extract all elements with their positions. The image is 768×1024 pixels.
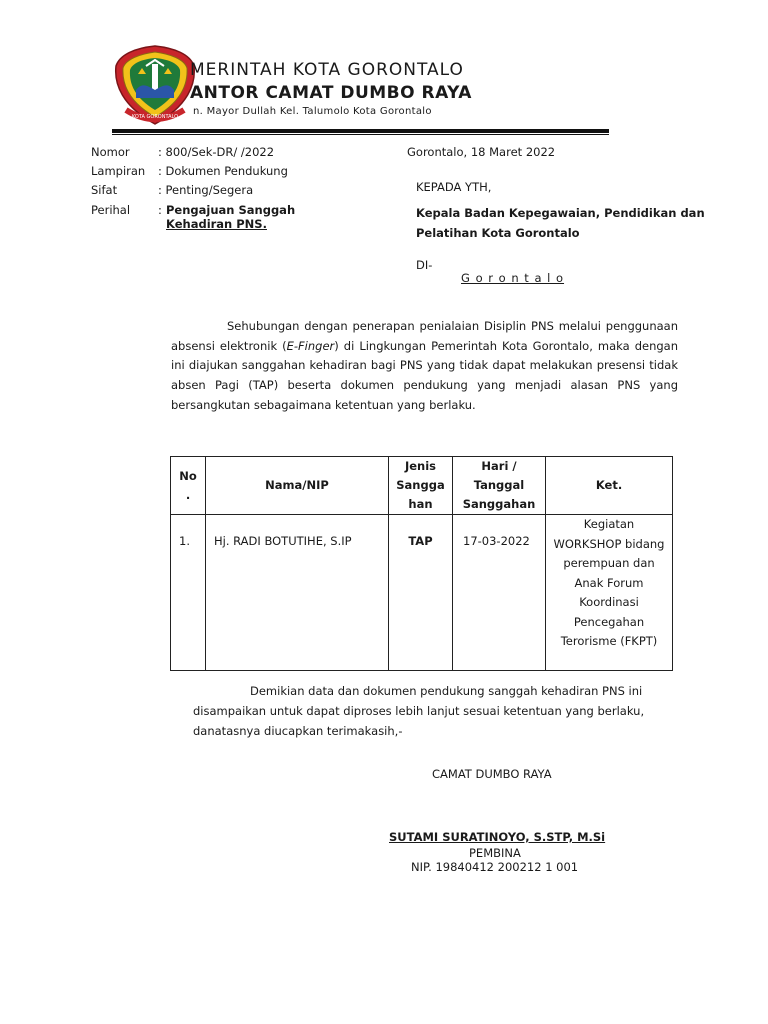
perihal-line2: Kehadiran PNS. [166, 217, 267, 231]
letterhead-office: ANTOR CAMAT DUMBO RAYA [190, 83, 472, 103]
header-jenis: Jenis Sangga han [389, 457, 453, 515]
header-hari-tanggal: Hari / Tanggal Sanggahan [453, 457, 546, 515]
intro-text-a: Sehubungan dengan penerapan penialaian Disiplin PNS melalui penggunaan absensi elektronik ( [171, 319, 678, 353]
letterhead-address: n. Mayor Dullah Kel. Talumolo Kota Gorontalo [193, 106, 432, 117]
body-paragraph-closing: Demikian data dan dokumen pendukung sanggah kehadiran PNS ini disampaikan untuk dapat diproses lebih lanjut sesuai ketentuan yang berlaku, danatasnya diucapkan terimakasih,- [193, 684, 645, 738]
recipient-greeting: KEPADA YTH, [416, 180, 492, 194]
nomor-label: Nomor [91, 145, 130, 159]
intro-efinger: E-Finger [286, 338, 335, 353]
sifat-value: : Penting/Segera [158, 183, 254, 197]
header-no: No . [171, 457, 206, 515]
perihal-label: Perihal [91, 203, 131, 217]
row-tanggal: 17-03-2022 [453, 515, 546, 671]
intro-text-b: ) di Lingkungan Pemerintah Kota Gorontalo, maka dengan ini diajukan sanggahan kehadiran bagi PNS yang tidak dapat melakukan presensi tidak absen Pagi (TAP) beserta dokumen pendukung yang menjadi alasan PNS yang bersangkutan sebagaimana ketentuan yang berlaku. [171, 338, 678, 412]
signature-nip: NIP. 19840412 200212 1 001 [411, 860, 579, 874]
lampiran-label: Lampiran [91, 164, 146, 178]
recipient-line2: Pelatihan Kota Gorontalo [416, 226, 580, 240]
table-header-row [171, 457, 673, 515]
sifat-label: Sifat [91, 183, 118, 197]
lampiran-value: : Dokumen Pendukung [158, 164, 288, 178]
signature-rank: PEMBINA [469, 846, 521, 860]
letterhead-government: MERINTAH KOTA GORONTALO [190, 60, 464, 80]
emblem-caption: KOTA GORONTALO [131, 114, 179, 120]
letterhead-thick-rule [112, 129, 609, 133]
row-ket: Kegiatan WORKSHOP bidang perempuan dan Anak Forum Koordinasi Pencegahan Terorisme (FKPT) [546, 515, 673, 671]
nomor-value: : 800/Sek-DR/ /2022 [158, 145, 275, 159]
table-row [171, 515, 673, 671]
row-nama: Hj. RADI BOTUTIHE, S.IP [206, 515, 389, 671]
row-jenis: TAP [389, 515, 453, 671]
row-no: 1. [171, 515, 206, 671]
gorontalo-city-emblem [112, 44, 198, 128]
header-ket: Ket. [546, 457, 673, 515]
sanggahan-table [170, 456, 673, 671]
header-nama: Nama/NIP [206, 457, 389, 515]
recipient-line1: Kepala Badan Kepegawaian, Pendidikan dan [416, 206, 705, 220]
perihal-line1: Pengajuan Sanggah [166, 203, 296, 217]
signature-name: SUTAMI SURATINOYO, S.STP, M.Si [389, 830, 606, 844]
recipient-city: G o r o n t a l o [461, 271, 565, 285]
perihal-colon: : [158, 203, 162, 217]
signature-title: CAMAT DUMBO RAYA [432, 767, 552, 781]
recipient-di: DI- [416, 258, 433, 272]
body-paragraph-intro [171, 317, 678, 416]
place-date: Gorontalo, 18 Maret 2022 [407, 145, 556, 159]
letterhead-thin-rule [112, 134, 609, 135]
